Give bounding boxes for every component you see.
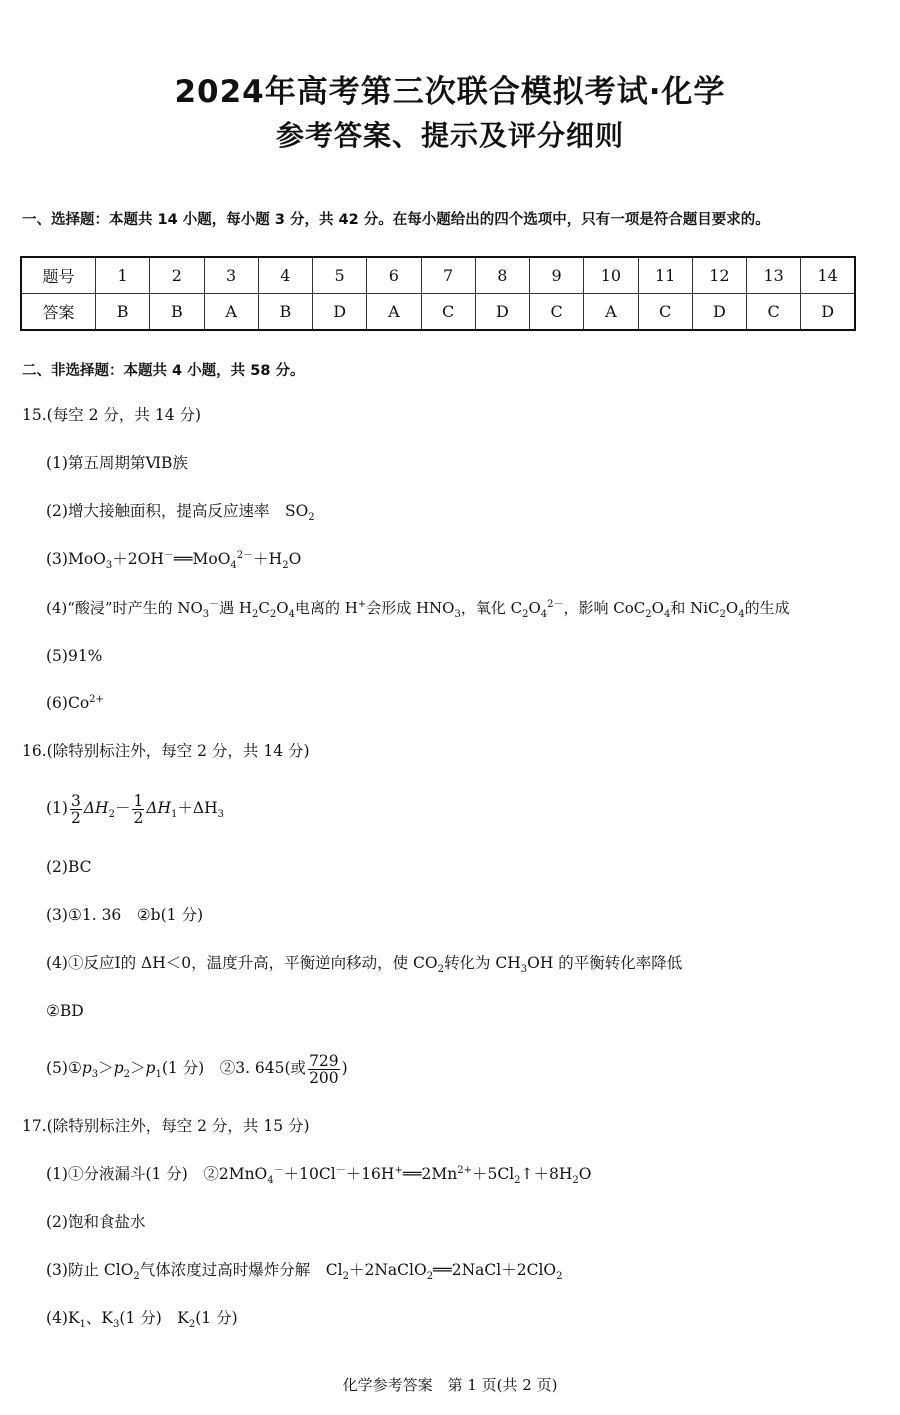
q15-answer-6: $(6)Co^{2+}$ — [46, 693, 104, 712]
row-label-number: 题号 — [21, 257, 96, 294]
table-cell: 6 — [367, 257, 421, 294]
table-cell: B — [150, 294, 204, 331]
table-cell: D — [692, 294, 746, 331]
table-cell: A — [367, 294, 421, 331]
q15-answer-4: (4)“酸浸”时产生的 $NO_3^-$遇 $H_2C_2O_4$电离的 H+会形成 $HNO_3$，氧化 $C_2O_4^{2-}$，影响 $CoC_2O_4$和 $NiC_2O_4$的生成 — [46, 599, 790, 620]
answer-table — [20, 256, 856, 331]
q15-answer-3: $(3)MoO_3+2OH^-══MoO_4^{2-}+H_2O$ — [46, 549, 302, 572]
q17-header: 17.(除特别标注外，每空 2 分，共 15 分) — [22, 1117, 310, 1135]
table-cell: 13 — [747, 257, 801, 294]
question-number-row — [21, 257, 855, 294]
q17-answer-2: (2)饱和食盐水 — [46, 1213, 146, 1231]
document-subtitle: 参考答案、提示及评分细则 — [275, 119, 624, 152]
table-cell: 2 — [150, 257, 204, 294]
q16-answer-2: (2)BC — [46, 858, 92, 876]
q16-answer-4: (4)①反应Ⅰ的 ΔH＜0，温度升高，平衡逆向移动，使 $CO_2$转化为 $CH_3OH$ 的平衡转化率降低 — [46, 954, 683, 976]
table-cell: B — [96, 294, 150, 331]
q17-answer-3: (3)防止 ClO$_2$气体浓度过高时爆炸分解 $Cl_2+2NaClO_2══2NaCl+2ClO_2$ — [46, 1261, 563, 1283]
table-cell: D — [475, 294, 529, 331]
table-cell: C — [747, 294, 801, 331]
fraction: $\frac{3}{2}$ — [70, 791, 81, 827]
q16-answer-5: $(5)①p_3>p_2>p_1(1$ 分) ②3. 645(或 $\frac{729}{200}$ ) — [46, 1051, 348, 1087]
document-title: 2024年高考第三次联合模拟考试·化学 — [174, 74, 726, 110]
q16-answer-4b: ②BD — [46, 1002, 84, 1020]
table-cell: A — [204, 294, 258, 331]
table-cell: 8 — [475, 257, 529, 294]
table-cell: D — [801, 294, 855, 331]
section2-heading: 二、非选择题：本题共 4 小题，共 58 分。 — [22, 363, 305, 379]
q15-answer-2: (2)增大接触面积，提高反应速率 $SO_2$ — [46, 502, 315, 524]
table-cell: C — [530, 294, 584, 331]
q16-answer-3: (3)①1. 36 ②b(1 分) — [46, 906, 203, 924]
table-cell: C — [638, 294, 692, 331]
q17-answer-1: (1)①分液漏斗(1 分) $②2MnO_4^-+10Cl^-+16H^+══2Mn^{2+}+5Cl_2↑+8H_2O$ — [46, 1164, 592, 1187]
fraction: $\frac{1}{2}$ — [133, 791, 144, 827]
answer-row — [21, 294, 855, 331]
q17-answer-4: $(4)K_1$、$K_3(1$ 分) $K_2(1$ 分) — [46, 1309, 238, 1331]
fraction: $\frac{729}{200}$ — [309, 1051, 339, 1087]
table-cell: D — [313, 294, 367, 331]
table-cell: 11 — [638, 257, 692, 294]
row-label-answer: 答案 — [21, 294, 96, 331]
page-footer: 化学参考答案 第 1 页(共 2 页) — [342, 1376, 558, 1394]
table-cell: 4 — [258, 257, 312, 294]
table-cell: C — [421, 294, 475, 331]
q16-answer-1: (1) $\frac{3}{2}$ $\Delta H_2-$ $\frac{1}{2}$ $\Delta H_1+\Delta H_3$ — [46, 791, 225, 827]
q15-header: 15.(每空 2 分，共 14 分) — [22, 406, 202, 424]
table-cell: 12 — [692, 257, 746, 294]
table-cell: 1 — [96, 257, 150, 294]
table-cell: B — [258, 294, 312, 331]
table-cell: 5 — [313, 257, 367, 294]
table-cell: 14 — [801, 257, 855, 294]
section1-heading: 一、选择题：本题共 14 小题，每小题 3 分，共 42 分。在每小题给出的四个选项中，只有一项是符合题目要求的。 — [22, 212, 770, 228]
q15-answer-5: (5)91% — [46, 647, 103, 665]
table-cell: 7 — [421, 257, 475, 294]
q16-header: 16.(除特别标注外，每空 2 分，共 14 分) — [22, 742, 310, 760]
table-cell: 9 — [530, 257, 584, 294]
table-cell: 3 — [204, 257, 258, 294]
table-cell: 10 — [584, 257, 638, 294]
q15-answer-1: (1)第五周期第ⅥB族 — [46, 454, 188, 472]
table-cell: A — [584, 294, 638, 331]
